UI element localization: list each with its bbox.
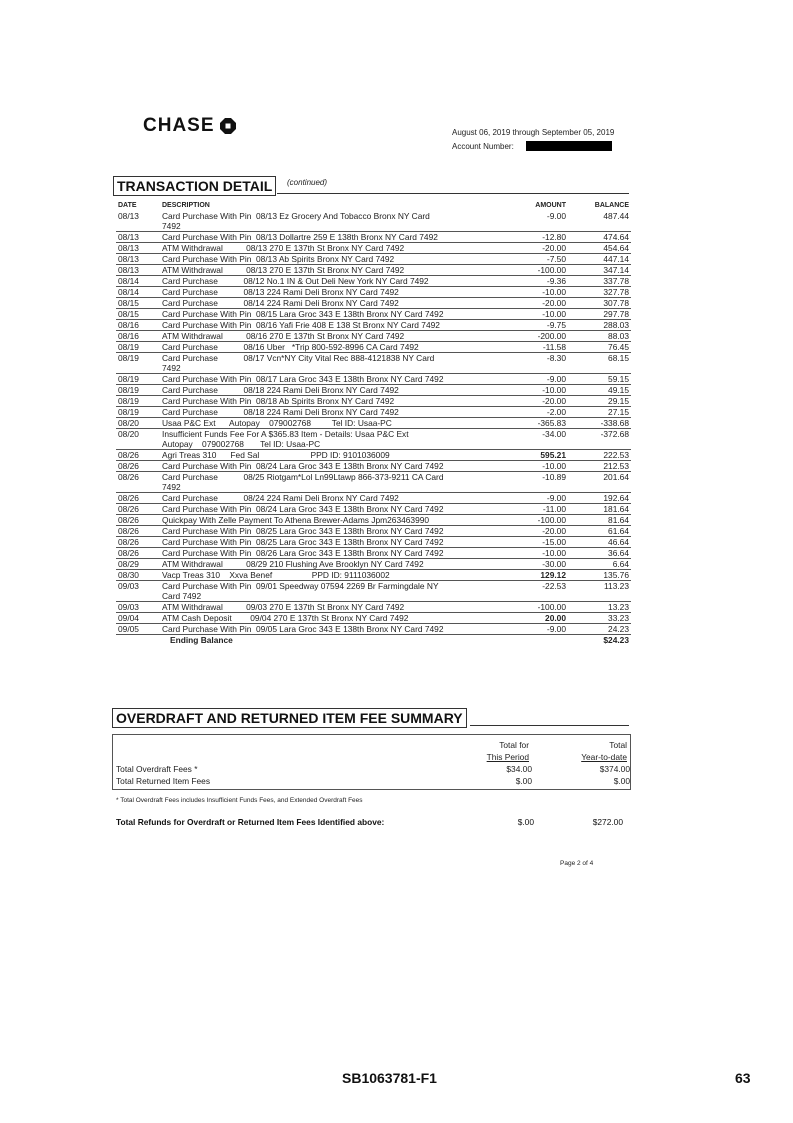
row-amount: -100.00: [496, 515, 568, 526]
row-date: 08/15: [116, 309, 160, 320]
row-description: [160, 461, 496, 472]
row-description: [160, 309, 496, 320]
row-amount: -15.00: [496, 537, 568, 548]
row-amount: -10.00: [496, 309, 568, 320]
row-amount: -10.00: [496, 548, 568, 559]
row-balance: 88.03: [568, 331, 631, 342]
row-balance: 297.78: [568, 309, 631, 320]
row-amount: -9.75: [496, 320, 568, 331]
table-row: [116, 385, 631, 396]
row-amount: -11.58: [496, 342, 568, 353]
row-description: [160, 472, 496, 493]
row-description: [160, 265, 496, 276]
row-description: [160, 298, 496, 309]
row-amount: -8.30: [496, 353, 568, 374]
col-ytd-line2: Year-to-date: [581, 752, 627, 762]
row-description-line: Card Purchase With Pin 08/17 Lara Groc 343 E 138th Bronx NY Card 7492: [162, 374, 444, 384]
row-description: [160, 613, 496, 624]
overdraft-rule: [470, 725, 629, 726]
row-balance: 33.23: [568, 613, 631, 624]
chase-octagon-icon: [219, 117, 237, 135]
row-amount: -30.00: [496, 559, 568, 570]
row-description-line: Card Purchase With Pin 08/18 Ab Spirits Bronx NY Card 7492: [162, 396, 395, 406]
row-description-line: Card Purchase With Pin 08/15 Lara Groc 343 E 138th Bronx NY Card 7492: [162, 309, 444, 319]
row-amount: -200.00: [496, 331, 568, 342]
table-row: [116, 232, 631, 243]
account-label: Account Number:: [452, 141, 514, 151]
table-row: [116, 309, 631, 320]
table-row: [116, 472, 631, 493]
row-date: 08/19: [116, 353, 160, 374]
row-description-line: Usaa P&C Ext Autopay 079002768 Tel ID: Usaa-PC: [162, 418, 392, 428]
returned-row: [113, 775, 630, 787]
row-date: 08/26: [116, 493, 160, 504]
section-rule: [277, 193, 629, 194]
table-row: [116, 320, 631, 331]
row-amount: 129.12: [496, 570, 568, 581]
row-balance: 474.64: [568, 232, 631, 243]
table-row: [116, 265, 631, 276]
row-description: [160, 602, 496, 613]
overdraft-table: [112, 734, 631, 790]
table-row: [116, 243, 631, 254]
row-description-line: ATM Cash Deposit 09/04 270 E 137th St Bronx NY Card 7492: [162, 613, 409, 623]
row-description: [160, 418, 496, 429]
row-amount: -20.00: [496, 243, 568, 254]
row-description-line: Card Purchase 08/13 224 Rami Deli Bronx NY Card 7492: [162, 287, 399, 297]
row-balance: 212.53: [568, 461, 631, 472]
row-description-line: Card Purchase 08/24 224 Rami Deli Bronx NY Card 7492: [162, 493, 399, 503]
row-amount: -10.00: [496, 461, 568, 472]
row-date: 08/14: [116, 276, 160, 287]
row-description-line2: 7492: [162, 482, 181, 492]
row-description-line: Card Purchase 08/18 224 Rami Deli Bronx NY Card 7492: [162, 385, 399, 395]
row-balance: 454.64: [568, 243, 631, 254]
row-date: 08/20: [116, 429, 160, 450]
row-date: 08/26: [116, 548, 160, 559]
logo-text: CHASE: [143, 115, 215, 136]
row-description-line: Card Purchase With Pin 08/24 Lara Groc 343 E 138th Bronx NY Card 7492: [162, 461, 444, 471]
row-balance: 327.78: [568, 287, 631, 298]
row-description-line2: Card 7492: [162, 591, 202, 601]
row-description: [160, 570, 496, 581]
row-description-line: ATM Withdrawal 08/13 270 E 137th St Bronx NY Card 7492: [162, 265, 405, 275]
row-balance: 222.53: [568, 450, 631, 461]
row-balance: 135.76: [568, 570, 631, 581]
table-row: [116, 602, 631, 613]
row-description: [160, 429, 496, 450]
row-description: [160, 515, 496, 526]
row-description: [160, 504, 496, 515]
row-amount: -10.00: [496, 385, 568, 396]
refund-period: $.00: [517, 817, 534, 827]
row-amount: -100.00: [496, 265, 568, 276]
row-description: [160, 276, 496, 287]
overdraft-fees-period: $34.00: [506, 764, 532, 774]
row-amount: -22.53: [496, 581, 568, 602]
row-balance: 61.64: [568, 526, 631, 537]
row-description: [160, 559, 496, 570]
overdraft-fees-ytd: $374.00: [599, 764, 630, 774]
table-row: [116, 276, 631, 287]
row-description-line: Agri Treas 310 Fed Sal PPD ID: 9101036009: [162, 450, 390, 460]
row-description-line2: 7492: [162, 221, 181, 231]
account-number: [452, 141, 612, 151]
col-amount: AMOUNT: [535, 202, 566, 209]
row-description: [160, 331, 496, 342]
row-balance: 29.15: [568, 396, 631, 407]
table-row: [116, 450, 631, 461]
page-number: Page 2 of 4: [560, 860, 594, 867]
footer-page-number: 63: [735, 1070, 751, 1086]
row-balance: 307.78: [568, 298, 631, 309]
row-balance: 181.64: [568, 504, 631, 515]
row-date: 08/14: [116, 287, 160, 298]
row-date: 09/04: [116, 613, 160, 624]
row-description: [160, 374, 496, 385]
row-amount: -9.00: [496, 211, 568, 232]
row-balance: -338.68: [568, 418, 631, 429]
row-description-line: Card Purchase With Pin 08/25 Lara Groc 343 E 138th Bronx NY Card 7492: [162, 537, 444, 547]
statement-period: August 06, 2019 through September 05, 2019: [452, 128, 615, 137]
row-description: [160, 396, 496, 407]
overdraft-header-2: [113, 751, 630, 763]
row-balance: 337.78: [568, 276, 631, 287]
row-balance: 487.44: [568, 211, 631, 232]
chase-logo: [143, 115, 237, 137]
col-date: DATE: [118, 202, 137, 209]
row-description-line: Card Purchase With Pin 08/26 Lara Groc 343 E 138th Bronx NY Card 7492: [162, 548, 444, 558]
row-amount: -7.50: [496, 254, 568, 265]
row-date: 08/20: [116, 418, 160, 429]
table-row: [116, 613, 631, 624]
row-date: 08/26: [116, 515, 160, 526]
row-description: [160, 581, 496, 602]
overdraft-header-1: [113, 739, 630, 751]
row-amount: -34.00: [496, 429, 568, 450]
row-date: 08/26: [116, 450, 160, 461]
table-row: [116, 461, 631, 472]
table-row: [116, 331, 631, 342]
ending-balance-label: Ending Balance: [170, 635, 233, 645]
row-description-line: Quickpay With Zelle Payment To Athena Brewer-Adams Jpm263463990: [162, 515, 430, 525]
row-date: 08/26: [116, 472, 160, 493]
row-description-line: Insufficient Funds Fee For A $365.83 Item - Details: Usaa P&C Ext: [162, 429, 409, 439]
row-description: [160, 450, 496, 461]
row-description-line: Card Purchase With Pin 08/25 Lara Groc 343 E 138th Bronx NY Card 7492: [162, 526, 444, 536]
transaction-table: [116, 201, 631, 645]
row-description: [160, 385, 496, 396]
row-balance: -372.68: [568, 429, 631, 450]
row-balance: 113.23: [568, 581, 631, 602]
row-amount: -9.00: [496, 624, 568, 635]
returned-fees-period: $.00: [515, 776, 532, 786]
row-balance: 13.23: [568, 602, 631, 613]
row-description: [160, 342, 496, 353]
row-balance: 27.15: [568, 407, 631, 418]
table-row: [116, 526, 631, 537]
row-description-line: ATM Withdrawal 09/03 270 E 137th St Bronx NY Card 7492: [162, 602, 405, 612]
row-description-line: ATM Withdrawal 08/13 270 E 137th St Bronx NY Card 7492: [162, 243, 405, 253]
ending-spacer: [496, 635, 568, 646]
row-description: [160, 254, 496, 265]
row-description-line: Card Purchase 08/12 No.1 IN & Out Deli New York NY Card 7492: [162, 276, 429, 286]
row-description-line: Card Purchase 08/17 Vcn*NY City Vital Rec 888-4121838 NY Card: [162, 353, 435, 363]
row-date: 08/13: [116, 211, 160, 232]
row-balance: 6.64: [568, 559, 631, 570]
overdraft-footnote: * Total Overdraft Fees includes Insufficient Funds Fees, and Extended Overdraft Fees: [116, 797, 363, 804]
table-row: [116, 298, 631, 309]
row-date: 08/19: [116, 374, 160, 385]
row-description: [160, 211, 496, 232]
row-balance: 201.64: [568, 472, 631, 493]
row-balance: 347.14: [568, 265, 631, 276]
row-description: [160, 232, 496, 243]
ending-spacer: [116, 635, 160, 646]
row-amount: -10.89: [496, 472, 568, 493]
table-row: [116, 493, 631, 504]
col-ytd-line1: Total: [609, 740, 627, 750]
row-amount: -365.83: [496, 418, 568, 429]
row-description: [160, 287, 496, 298]
row-balance: 46.64: [568, 537, 631, 548]
row-amount: -100.00: [496, 602, 568, 613]
row-amount: -9.36: [496, 276, 568, 287]
row-description-line: Card Purchase With Pin 09/05 Lara Groc 343 E 138th Bronx NY Card 7492: [162, 624, 444, 634]
account-redaction: [526, 141, 612, 151]
table-row: [116, 211, 631, 232]
row-description: [160, 624, 496, 635]
row-amount: -20.00: [496, 396, 568, 407]
table-row: [116, 396, 631, 407]
table-row: [116, 559, 631, 570]
row-balance: 447.14: [568, 254, 631, 265]
ending-balance-value: $24.23: [603, 635, 629, 645]
row-description-line2: 7492: [162, 363, 181, 373]
row-date: 08/26: [116, 504, 160, 515]
ending-balance-row: [116, 635, 631, 646]
row-description-line: ATM Withdrawal 08/29 210 Flushing Ave Brooklyn NY Card 7492: [162, 559, 424, 569]
continued-label: (continued): [287, 178, 328, 187]
table-row: [116, 287, 631, 298]
row-description-line: Card Purchase 08/25 Riotgam*Lol Ln99Ltawp 866-373-9211 CA Card: [162, 472, 444, 482]
col-balance: BALANCE: [594, 202, 629, 209]
row-description-line: Card Purchase With Pin 08/13 Dollartre 259 E 138th Bronx NY Card 7492: [162, 232, 438, 242]
row-date: 09/03: [116, 602, 160, 613]
table-row: [116, 570, 631, 581]
row-date: 08/16: [116, 320, 160, 331]
row-date: 08/30: [116, 570, 160, 581]
row-description: [160, 493, 496, 504]
row-description: [160, 548, 496, 559]
row-date: 08/26: [116, 526, 160, 537]
row-balance: 24.23: [568, 624, 631, 635]
table-row: [116, 342, 631, 353]
returned-fees-label: Total Returned Item Fees: [116, 776, 211, 786]
overdraft-row: [113, 763, 630, 775]
row-balance: 76.45: [568, 342, 631, 353]
table-row: [116, 581, 631, 602]
col-description: DESCRIPTION: [162, 202, 210, 209]
row-date: 08/13: [116, 254, 160, 265]
table-row: [116, 624, 631, 635]
row-amount: -20.00: [496, 526, 568, 537]
row-description-line2: Autopay 079002768 Tel ID: Usaa-PC: [162, 439, 321, 449]
table-row: [116, 407, 631, 418]
row-balance: 192.64: [568, 493, 631, 504]
overdraft-summary-title: OVERDRAFT AND RETURNED ITEM FEE SUMMARY: [112, 708, 467, 728]
row-description: [160, 537, 496, 548]
row-amount: -12.80: [496, 232, 568, 243]
transaction-detail-title: TRANSACTION DETAIL: [113, 176, 276, 196]
row-balance: 81.64: [568, 515, 631, 526]
row-date: 08/15: [116, 298, 160, 309]
row-date: 09/05: [116, 624, 160, 635]
row-date: 08/29: [116, 559, 160, 570]
row-description-line: Card Purchase With Pin 08/13 Ez Grocery And Tobacco Bronx NY Card: [162, 211, 430, 221]
row-description-line: Card Purchase With Pin 08/13 Ab Spirits Bronx NY Card 7492: [162, 254, 395, 264]
row-date: 08/26: [116, 537, 160, 548]
row-amount: -2.00: [496, 407, 568, 418]
row-description-line: Card Purchase With Pin 08/16 Yafi Frie 408 E 138 St Bronx NY Card 7492: [162, 320, 440, 330]
row-amount: -10.00: [496, 287, 568, 298]
row-date: 08/13: [116, 243, 160, 254]
row-amount: -20.00: [496, 298, 568, 309]
refund-label: Total Refunds for Overdraft or Returned Item Fees Identified above:: [116, 817, 385, 827]
returned-fees-ytd: $.00: [613, 776, 630, 786]
row-amount: 595.21: [496, 450, 568, 461]
row-description: [160, 407, 496, 418]
table-row: [116, 254, 631, 265]
row-balance: 59.15: [568, 374, 631, 385]
row-description-line: Card Purchase 08/16 Uber *Trip 800-592-8996 CA Card 7492: [162, 342, 419, 352]
row-date: 08/19: [116, 407, 160, 418]
row-balance: 49.15: [568, 385, 631, 396]
row-balance: 288.03: [568, 320, 631, 331]
row-description-line: Card Purchase With Pin 09/01 Speedway 07594 2269 Br Farmingdale NY: [162, 581, 439, 591]
refund-ytd: $272.00: [592, 817, 623, 827]
row-amount: -9.00: [496, 493, 568, 504]
table-row: [116, 429, 631, 450]
row-description-line: Card Purchase 08/18 224 Rami Deli Bronx NY Card 7492: [162, 407, 399, 417]
row-amount: -9.00: [496, 374, 568, 385]
table-header: [116, 201, 631, 211]
table-row: [116, 418, 631, 429]
table-row: [116, 548, 631, 559]
row-description-line: Vacp Treas 310 Xxva Benef PPD ID: 9111036002: [162, 570, 390, 580]
row-description: [160, 243, 496, 254]
row-date: 08/19: [116, 385, 160, 396]
row-description-line: Card Purchase With Pin 08/24 Lara Groc 343 E 138th Bronx NY Card 7492: [162, 504, 444, 514]
row-date: 08/19: [116, 342, 160, 353]
row-balance: 36.64: [568, 548, 631, 559]
row-amount: 20.00: [496, 613, 568, 624]
row-date: 08/19: [116, 396, 160, 407]
table-row: [116, 353, 631, 374]
col-period-line1: Total for: [499, 740, 529, 750]
table-row: [116, 515, 631, 526]
table-row: [116, 374, 631, 385]
row-description: [160, 526, 496, 537]
row-date: 08/13: [116, 265, 160, 276]
row-amount: -11.00: [496, 504, 568, 515]
row-description-line: Card Purchase 08/14 224 Rami Deli Bronx NY Card 7492: [162, 298, 399, 308]
table-row: [116, 504, 631, 515]
row-date: 08/13: [116, 232, 160, 243]
row-date: 08/26: [116, 461, 160, 472]
refund-row: [116, 817, 629, 827]
table-row: [116, 537, 631, 548]
row-description: [160, 320, 496, 331]
row-balance: 68.15: [568, 353, 631, 374]
row-description-line: ATM Withdrawal 08/16 270 E 137th St Bronx NY Card 7492: [162, 331, 405, 341]
row-date: 09/03: [116, 581, 160, 602]
row-description: [160, 353, 496, 374]
col-period-line2: This Period: [486, 752, 529, 762]
row-date: 08/16: [116, 331, 160, 342]
overdraft-fees-label: Total Overdraft Fees *: [116, 764, 198, 774]
footer-document-id: SB1063781-F1: [342, 1070, 437, 1086]
